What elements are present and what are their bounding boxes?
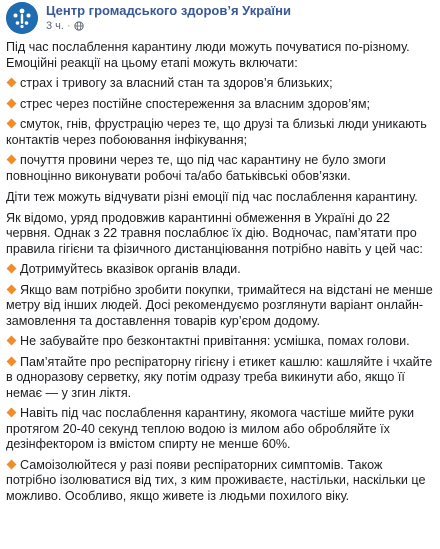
children-paragraph: Діти теж можуть відчувати різні емоції під час послаблення карантину. [6,190,418,204]
rule-text: Самоізолюйтеся у разі появи респіраторних симптомів. Також потрібно ізолюватися від тих, з ким проживаєте, настільки, наскільки це можливо. Особливо, якщо живете із людьми похилого віку. [6,457,426,503]
page-avatar[interactable] [6,2,38,34]
post-meta [46,20,84,32]
emotion-item [6,153,434,184]
orange-diamond-icon [7,356,17,366]
orange-diamond-icon [7,264,17,274]
orange-diamond-icon [7,284,17,294]
rule-item [6,406,434,453]
post-header [0,0,440,40]
emotion-item [6,76,434,92]
orange-diamond-icon [7,119,17,129]
rule-item [6,262,434,278]
rule-text: Якщо вам потрібно зробити покупки, тримайтеся на відстані не менше метру від інших людей. Досі рекомендуємо розглянути варіант онлайн-замовлення та доставлення товарів кур’єром додому. [6,282,433,328]
rule-text: Дотримуйтесь вказівок органів влади. [20,262,241,276]
post-body [6,40,434,509]
orange-diamond-icon [7,98,17,108]
government-paragraph: Як відомо, уряд продовжив карантинні обмеження в Україні до 22 червня. Однак з 22 травня послаблює їх дію. Водночас, пам’ятати про правила гігієни та фізичного дистанціювання потрібно навіть у цей час: [6,210,423,256]
rule-text: Навіть під час послаблення карантину, якомога частіше мийте руки протягом 20-40 секунд теплою водою із милом або обробляйте їх дезінфектором із вмістом спирту не менше 60%. [6,406,415,451]
rule-item [6,458,434,505]
orange-diamond-icon [7,459,17,469]
emotion-text: смуток, гнів, фрустрацію через те, що друзі та близькі люди уникають контактів через побоювання інфікування; [6,117,427,147]
rule-text: Пам’ятайте про респіраторну гігієну і етикет кашлю: кашляйте і чхайте в одноразову серветку, яку потім одразу треба викинути або, якщо її немає — у згин ліктя. [6,354,433,400]
post-timestamp[interactable]: 3 ч. [46,20,64,32]
emotion-item [6,117,434,148]
emotion-item [6,97,434,113]
rule-item [6,334,434,350]
rule-item [6,283,434,330]
orange-diamond-icon [7,78,17,88]
globe-icon[interactable] [74,21,84,31]
rule-item [6,355,434,402]
emotion-text: страх і тривогу за власний стан та здоров’я близьких; [20,76,333,90]
emotion-text: почуття провини через те, що під час карантину не було змоги повноцінно виконувати робочі та/або батьківські обов’язки. [6,153,386,183]
phc-logo-icon [6,2,38,34]
orange-diamond-icon [7,408,17,418]
meta-separator: · [66,20,71,32]
rule-text: Не забувайте про безконтактні привітання: усмішка, помах голови. [20,334,410,348]
emotion-text: стрес через постійне спостереження за власним здоров’ям; [20,96,370,111]
page-name-link[interactable]: Центр громадського здоров’я України [46,3,291,18]
orange-diamond-icon [7,336,17,346]
post-intro: Під час послаблення карантину люди можуть почуватися по-різному. Емоційні реакції на цьому етапі можуть включати: [6,40,410,70]
orange-diamond-icon [7,155,17,165]
